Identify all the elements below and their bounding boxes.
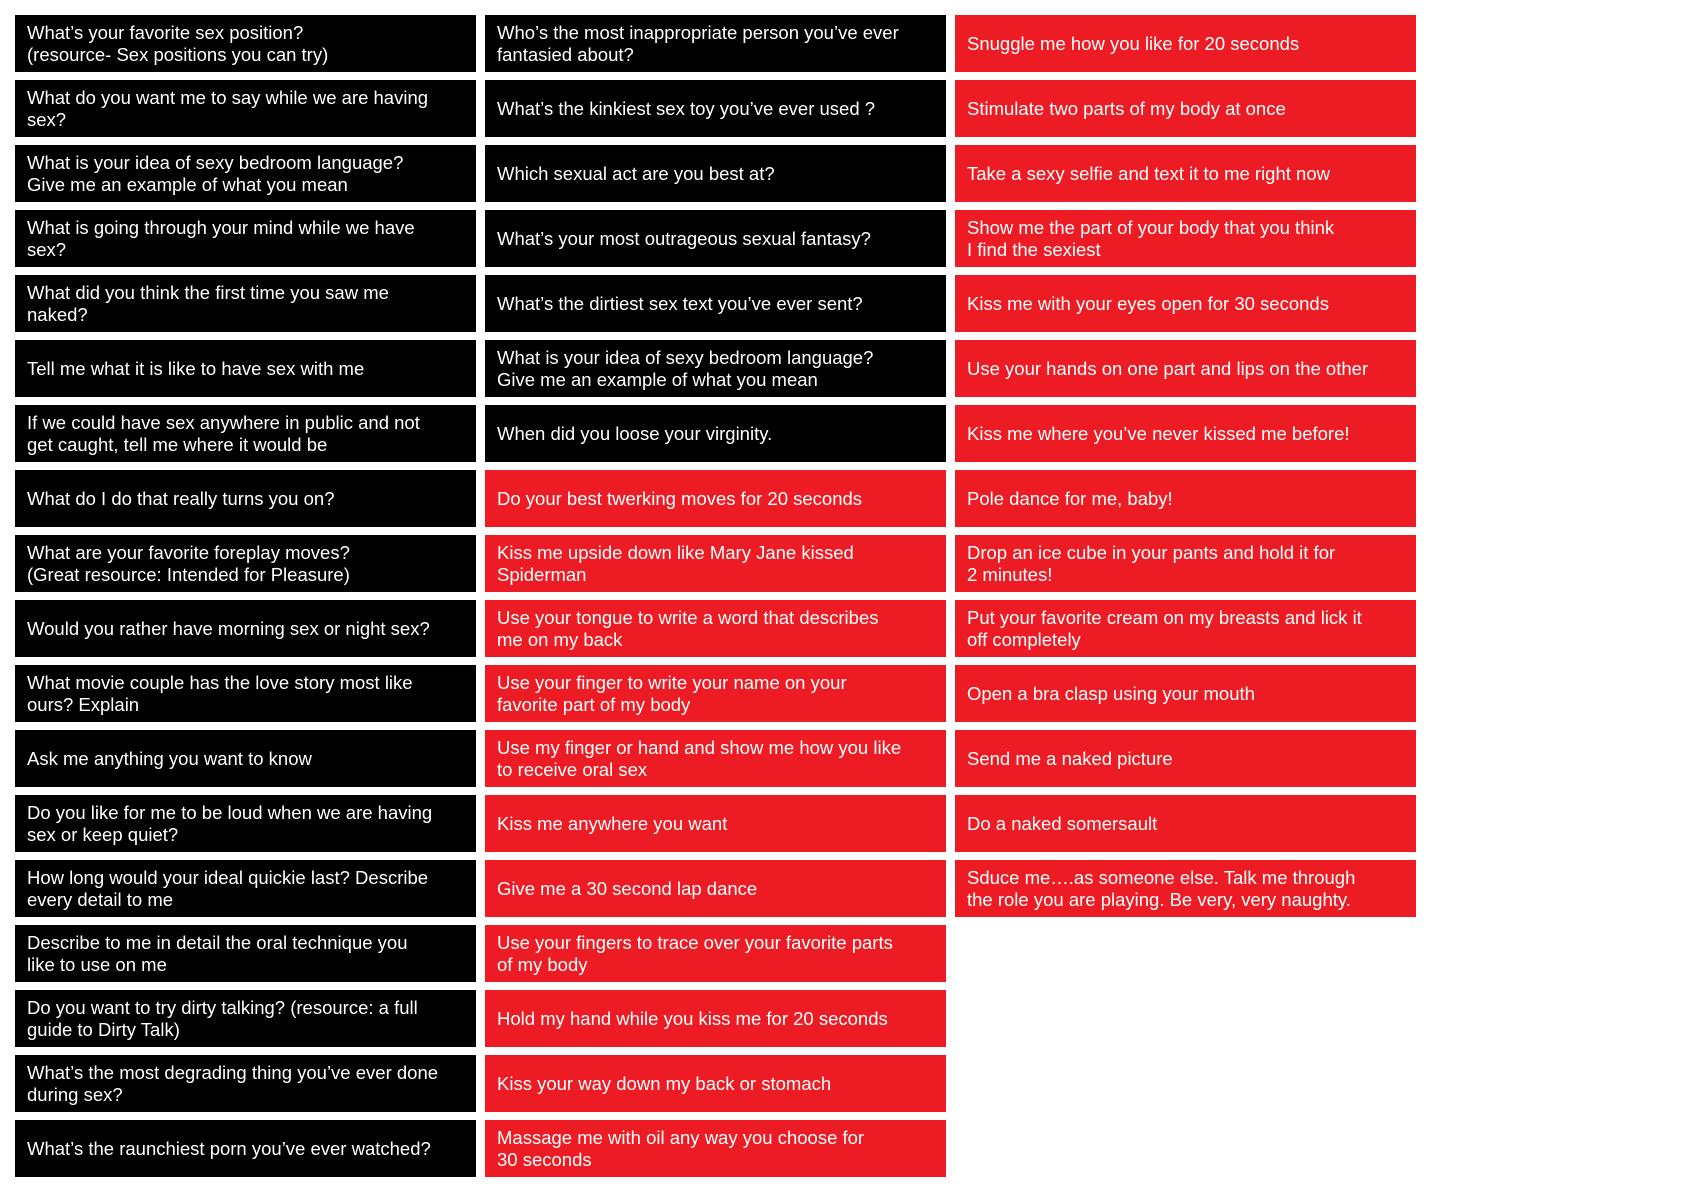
question-card: What’s the dirtiest sex text you’ve ever sent? <box>485 275 946 332</box>
question-card: What’s the most degrading thing you’ve ever done during sex? <box>15 1055 476 1112</box>
question-card: What is going through your mind while we have sex? <box>15 210 476 267</box>
card-column-1 <box>15 15 476 1185</box>
dare-card: Use your tongue to write a word that describes me on my back <box>485 600 946 657</box>
dare-card: Give me a 30 second lap dance <box>485 860 946 917</box>
question-card: What do I do that really turns you on? <box>15 470 476 527</box>
question-card: Do you want to try dirty talking? (resource: a full guide to Dirty Talk) <box>15 990 476 1047</box>
question-card: How long would your ideal quickie last? Describe every detail to me <box>15 860 476 917</box>
dare-card: Open a bra clasp using your mouth <box>955 665 1416 722</box>
question-card: Describe to me in detail the oral technique you like to use on me <box>15 925 476 982</box>
dare-card: Kiss me anywhere you want <box>485 795 946 852</box>
question-card: What’s your favorite sex position? (resource- Sex positions you can try) <box>15 15 476 72</box>
dare-card: Sduce me….as someone else. Talk me through the role you are playing. Be very, very naughty. <box>955 860 1416 917</box>
question-card: If we could have sex anywhere in public and not get caught, tell me where it would be <box>15 405 476 462</box>
dare-card: Pole dance for me, baby! <box>955 470 1416 527</box>
dare-card: Kiss your way down my back or stomach <box>485 1055 946 1112</box>
question-card: When did you loose your virginity. <box>485 405 946 462</box>
question-card: What do you want me to say while we are having sex? <box>15 80 476 137</box>
dare-card: Kiss me with your eyes open for 30 seconds <box>955 275 1416 332</box>
dare-card: Put your favorite cream on my breasts and lick it off completely <box>955 600 1416 657</box>
dare-card: Snuggle me how you like for 20 seconds <box>955 15 1416 72</box>
dare-card: Use your fingers to trace over your favorite parts of my body <box>485 925 946 982</box>
question-card: What’s the raunchiest porn you’ve ever watched? <box>15 1120 476 1177</box>
dare-card: Use your hands on one part and lips on the other <box>955 340 1416 397</box>
dare-card: Kiss me upside down like Mary Jane kissed Spiderman <box>485 535 946 592</box>
question-card: Who’s the most inappropriate person you’ve ever fantasied about? <box>485 15 946 72</box>
dare-card: Do a naked somersault <box>955 795 1416 852</box>
question-card: Would you rather have morning sex or night sex? <box>15 600 476 657</box>
question-card: What is your idea of sexy bedroom language? Give me an example of what you mean <box>15 145 476 202</box>
question-card: What is your idea of sexy bedroom language? Give me an example of what you mean <box>485 340 946 397</box>
question-card: What did you think the first time you saw me naked? <box>15 275 476 332</box>
dare-card: Show me the part of your body that you think I find the sexiest <box>955 210 1416 267</box>
question-card: Ask me anything you want to know <box>15 730 476 787</box>
dare-card: Massage me with oil any way you choose for 30 seconds <box>485 1120 946 1177</box>
dare-card: Drop an ice cube in your pants and hold it for 2 minutes! <box>955 535 1416 592</box>
card-column-3 <box>955 15 1416 925</box>
dare-card: Stimulate two parts of my body at once <box>955 80 1416 137</box>
question-card: Do you like for me to be loud when we are having sex or keep quiet? <box>15 795 476 852</box>
question-card: What’s the kinkiest sex toy you’ve ever used ? <box>485 80 946 137</box>
question-card: What movie couple has the love story most like ours? Explain <box>15 665 476 722</box>
dare-card: Take a sexy selfie and text it to me right now <box>955 145 1416 202</box>
card-column-2 <box>485 15 946 1185</box>
dare-card: Use your finger to write your name on your favorite part of my body <box>485 665 946 722</box>
question-card: What are your favorite foreplay moves? (Great resource: Intended for Pleasure) <box>15 535 476 592</box>
dare-card: Send me a naked picture <box>955 730 1416 787</box>
question-card: Which sexual act are you best at? <box>485 145 946 202</box>
question-card: What’s your most outrageous sexual fantasy? <box>485 210 946 267</box>
question-card: Tell me what it is like to have sex with me <box>15 340 476 397</box>
dare-card: Use my finger or hand and show me how you like to receive oral sex <box>485 730 946 787</box>
dare-card: Kiss me where you’ve never kissed me before! <box>955 405 1416 462</box>
dare-card: Hold my hand while you kiss me for 20 seconds <box>485 990 946 1047</box>
dare-card: Do your best twerking moves for 20 seconds <box>485 470 946 527</box>
